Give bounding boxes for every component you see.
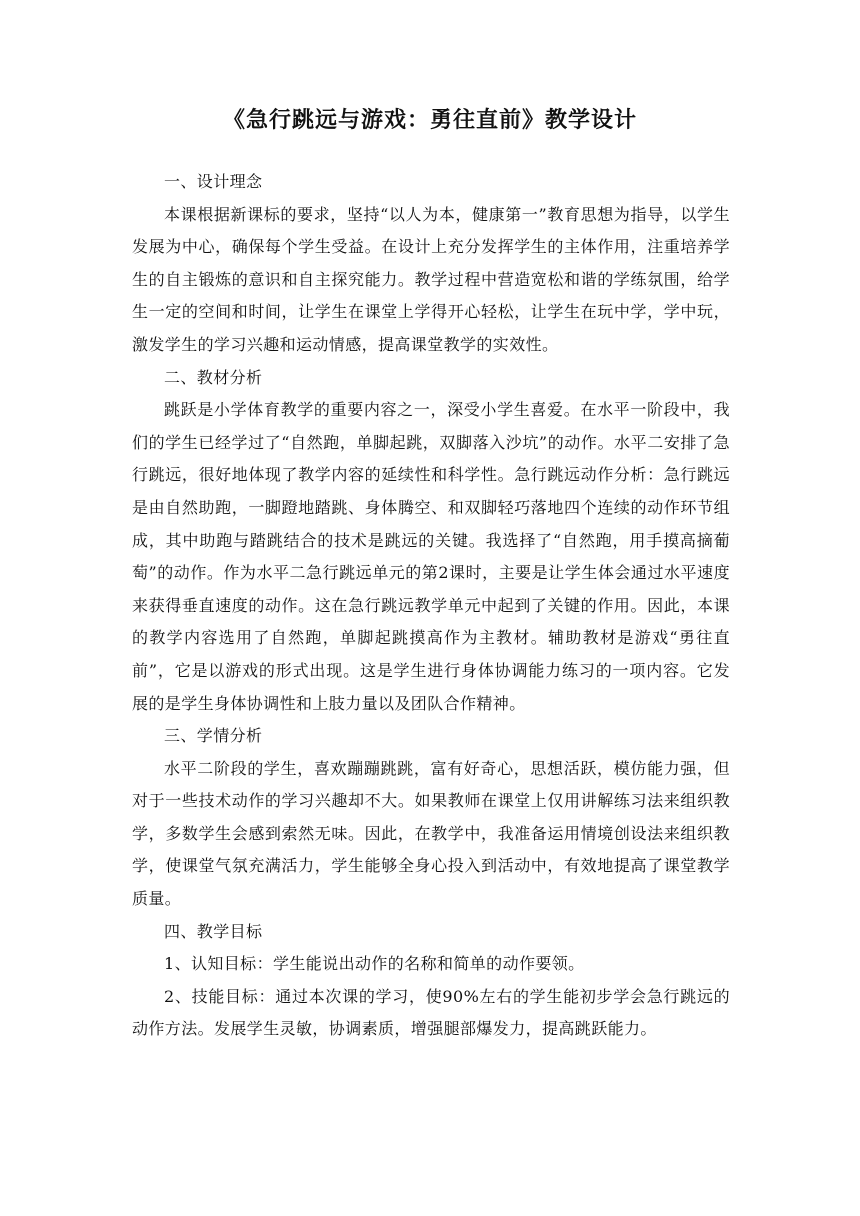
document-body [132,166,730,1046]
document-title: 《急行跳远与游戏：勇往直前》教学设计 [222,108,637,133]
paragraph-cognitive-goal: 1、认知目标：学生能说出动作的名称和简单的动作要领。 [164,954,585,974]
section-heading-learner-analysis: 三、学情分析 [164,726,263,746]
paragraph-material-analysis: 跳跃是小学体育教学的重要内容之一，深受小学生喜爱。在水平一阶段中，我们的学生已经学过了“自然跑，单脚起跳，双脚落入沙坑”的动作。水平二安排了急行跳远，很好地体现了教学内容的延续性和科学性。急行跳远动作分析：急行跳远是由自然助跑，一脚蹬地踏跳、身体腾空、和双脚轻巧落地四个连续的动作环节组成，其中助跑与踏跳结合的技术是跳远的关键。我选择了“自然跑，用手摸高摘葡萄”的动作。作为水平二急行跳远单元的第2课时，主要是让学生体会通过水平速度来获得垂直速度的动作。这在急行跳远教学单元中起到了关键的作用。因此，本课的教学内容选用了自然跑，单脚起跳摸高作为主教材。辅助教材是游戏“勇往直前”，它是以游戏的形式出现。这是学生进行身体协调能力练习的一项内容。它发展的是学生身体协调性和上肢力量以及团队合作精神。 [132,400,730,713]
section-heading-design-concept: 一、设计理念 [164,172,263,191]
section-heading-material-analysis: 二、教材分析 [164,367,263,387]
paragraph-learner-analysis: 水平二阶段的学生，喜欢蹦蹦跳跳，富有好奇心，思想活跃，模仿能力强，但对于一些技术动作的学习兴趣却不大。如果教师在课堂上仅用讲解练习法来组织教学，多数学生会感到索然无味。因此，在教学中，我准备运用情境创设法来组织教学，使课堂气氛充满活力，学生能够全身心投入到活动中，有效地提高了课堂教学质量。 [132,758,730,909]
paragraph-design-concept: 本课根据新课标的要求，坚持“以人为本，健康第一”教育思想为指导，以学生发展为中心，确保每个学生受益。在设计上充分发挥学生的主体作用，注重培养学生的自主锻炼的意识和自主探究能力。教学过程中营造宽松和谐的学练氛围，给学生一定的空间和时间，让学生在课堂上学得开心轻松，让学生在玩中学，学中玩，激发学生的学习兴趣和运动情感，提高课堂教学的实效性。 [132,204,730,354]
paragraph-skill-goal: 2、技能目标：通过本次课的学习，使90%左右的学生能初步学会急行跳远的动作方法。发展学生灵敏，协调素质，增强腿部爆发力，提高跳跃能力。 [132,986,730,1039]
section-heading-teaching-goals: 四、教学目标 [164,921,263,941]
